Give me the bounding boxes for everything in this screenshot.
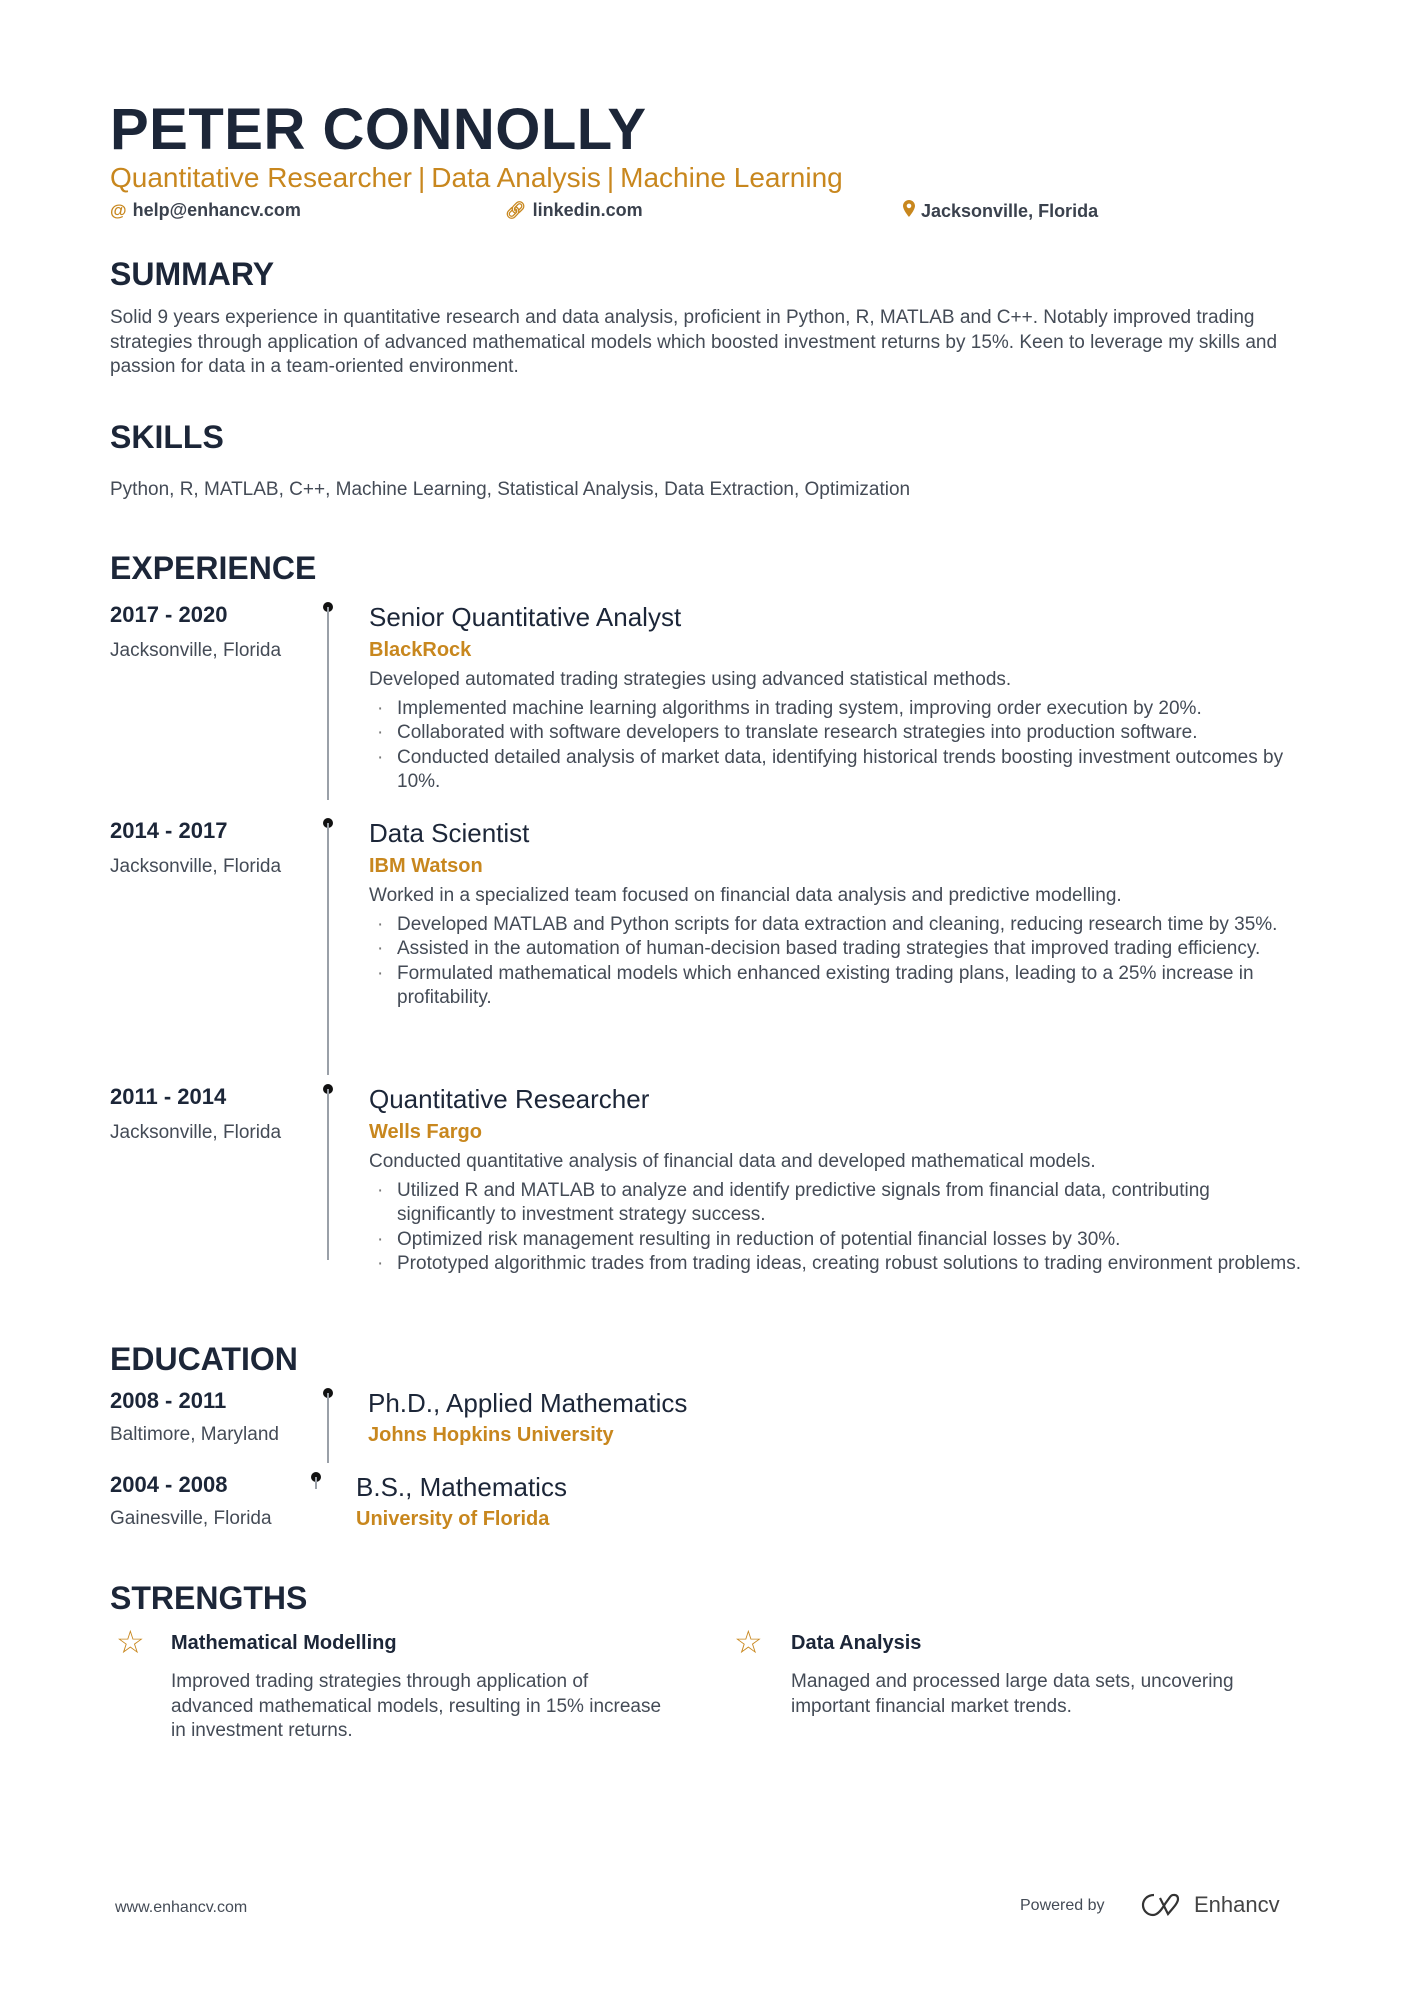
edu-dates: 2004 - 2008 — [110, 1472, 228, 1497]
candidate-name: PETER CONNOLLY — [110, 97, 647, 162]
separator: | — [606, 162, 615, 193]
job-location: Jacksonville, Florida — [110, 856, 282, 877]
headline-role: Machine Learning — [620, 162, 843, 193]
bullet-item: · Conducted detailed analysis of market data, identifying historical trends boosting investment outcomes by 10%. — [369, 746, 1309, 795]
bullet-item: · Collaborated with software developers to translate research strategies into production software. — [369, 721, 1309, 746]
edu-location: Baltimore, Maryland — [110, 1424, 279, 1445]
bullet-item: · Optimized risk management resulting in reduction of potential financial losses by 30%. — [369, 1228, 1309, 1253]
school-name: Johns Hopkins University — [368, 1424, 614, 1446]
job-dates: 2017 - 2020 — [110, 602, 228, 627]
star-icon: ☆ — [734, 1624, 763, 1660]
strengths-heading: STRENGTHS — [110, 1580, 308, 1616]
job-dates: 2011 - 2014 — [110, 1084, 227, 1109]
contact-email[interactable] — [110, 200, 301, 221]
headline-role: Quantitative Researcher — [110, 162, 412, 193]
timeline-line — [327, 823, 329, 1075]
headline — [110, 162, 843, 194]
job-location: Jacksonville, Florida — [110, 1122, 282, 1143]
edu-location: Gainesville, Florida — [110, 1508, 272, 1529]
bullet-item: · Assisted in the automation of human-decision based trading strategies that improved trading efficiency. — [369, 937, 1309, 962]
bullet-item: · Developed MATLAB and Python scripts for data extraction and cleaning, reducing research time by 35%. — [369, 913, 1309, 938]
bullet-item: · Prototyped algorithmic trades from trading ideas, creating robust solutions to trading environment problems. — [369, 1252, 1309, 1277]
job-title: Quantitative Researcher — [369, 1084, 650, 1114]
job-title: Senior Quantitative Analyst — [369, 602, 682, 632]
summary-heading: SUMMARY — [110, 256, 275, 292]
job-details — [369, 602, 1309, 795]
company-name: Wells Fargo — [369, 1121, 482, 1143]
timeline-line — [327, 1089, 329, 1260]
company-name: BlackRock — [369, 639, 472, 661]
job-bullets — [369, 697, 1309, 795]
edu-dates: 2008 - 2011 — [110, 1388, 227, 1413]
headline-role: Data Analysis — [431, 162, 601, 193]
location-pin-icon — [903, 200, 915, 222]
strength-title: Data Analysis — [791, 1632, 922, 1654]
job-description: Worked in a specialized team focused on financial data analysis and predictive modelling. — [369, 885, 1122, 906]
bullet-item: · Implemented machine learning algorithms in trading system, improving order execution by 20%. — [369, 697, 1309, 722]
job-description: Developed automated trading strategies using advanced statistical methods. — [369, 669, 1012, 690]
timeline-line — [327, 607, 329, 800]
job-bullets — [369, 1179, 1309, 1277]
school-name: University of Florida — [356, 1508, 550, 1530]
contact-location — [903, 200, 1098, 222]
job-title: Data Scientist — [369, 818, 530, 848]
star-icon: ☆ — [116, 1624, 145, 1660]
footer-website[interactable]: www.enhancv.com — [115, 1899, 248, 1916]
job-location: Jacksonville, Florida — [110, 640, 282, 661]
separator: | — [417, 162, 426, 193]
degree: Ph.D., Applied Mathematics — [368, 1388, 688, 1418]
bullet-item: · Formulated mathematical models which enhanced existing trading plans, leading to a 25% increase in profitability. — [369, 962, 1309, 1011]
company-name: IBM Watson — [369, 855, 483, 877]
job-dates: 2014 - 2017 — [110, 818, 228, 843]
email-text: help@enhancv.com — [132, 200, 301, 220]
skills-text: Python, R, MATLAB, C++, Machine Learning, Statistical Analysis, Data Extraction, Optimization — [110, 479, 911, 500]
degree: B.S., Mathematics — [356, 1472, 567, 1502]
job-bullets — [369, 913, 1309, 1011]
enhancv-logo — [1140, 1892, 1280, 1918]
powered-by: Powered by — [1020, 1897, 1105, 1914]
at-icon: @ — [110, 200, 127, 220]
experience-heading: EXPERIENCE — [110, 550, 317, 586]
timeline-line — [327, 1393, 329, 1463]
job-details — [369, 818, 1309, 1011]
location-text: Jacksonville, Florida — [921, 200, 1099, 221]
contact-linkedin[interactable] — [505, 200, 643, 221]
job-details — [369, 1084, 1309, 1277]
summary-text: Solid 9 years experience in quantitative research and data analysis, proficient in Python, R, MATLAB and C++. Notably improved trading strategies through application of advanced mathematical models which boosted investment returns by 15%. Keen to leverage my skills and passion for data in a team-oriented environment. — [110, 307, 1278, 377]
timeline-line — [315, 1477, 317, 1489]
strength-title: Mathematical Modelling — [171, 1632, 397, 1654]
link-icon: 🔗︎ — [505, 200, 527, 220]
education-heading: EDUCATION — [110, 1341, 298, 1377]
brand-name: Enhancv — [1194, 1892, 1280, 1917]
linkedin-text: linkedin.com — [532, 200, 643, 220]
strength-text: Improved trading strategies through application of advanced mathematical models, resulting in 15% increase in investment returns. — [171, 1671, 662, 1741]
enhancv-logo-icon — [1140, 1892, 1186, 1918]
job-description: Conducted quantitative analysis of financial data and developed mathematical models. — [369, 1151, 1096, 1172]
bullet-item: · Utilized R and MATLAB to analyze and identify predictive signals from financial data, contributing significantly to investment strategy success. — [369, 1179, 1309, 1228]
strength-text: Managed and processed large data sets, uncovering important financial market trends. — [791, 1671, 1234, 1717]
skills-heading: SKILLS — [110, 419, 224, 455]
